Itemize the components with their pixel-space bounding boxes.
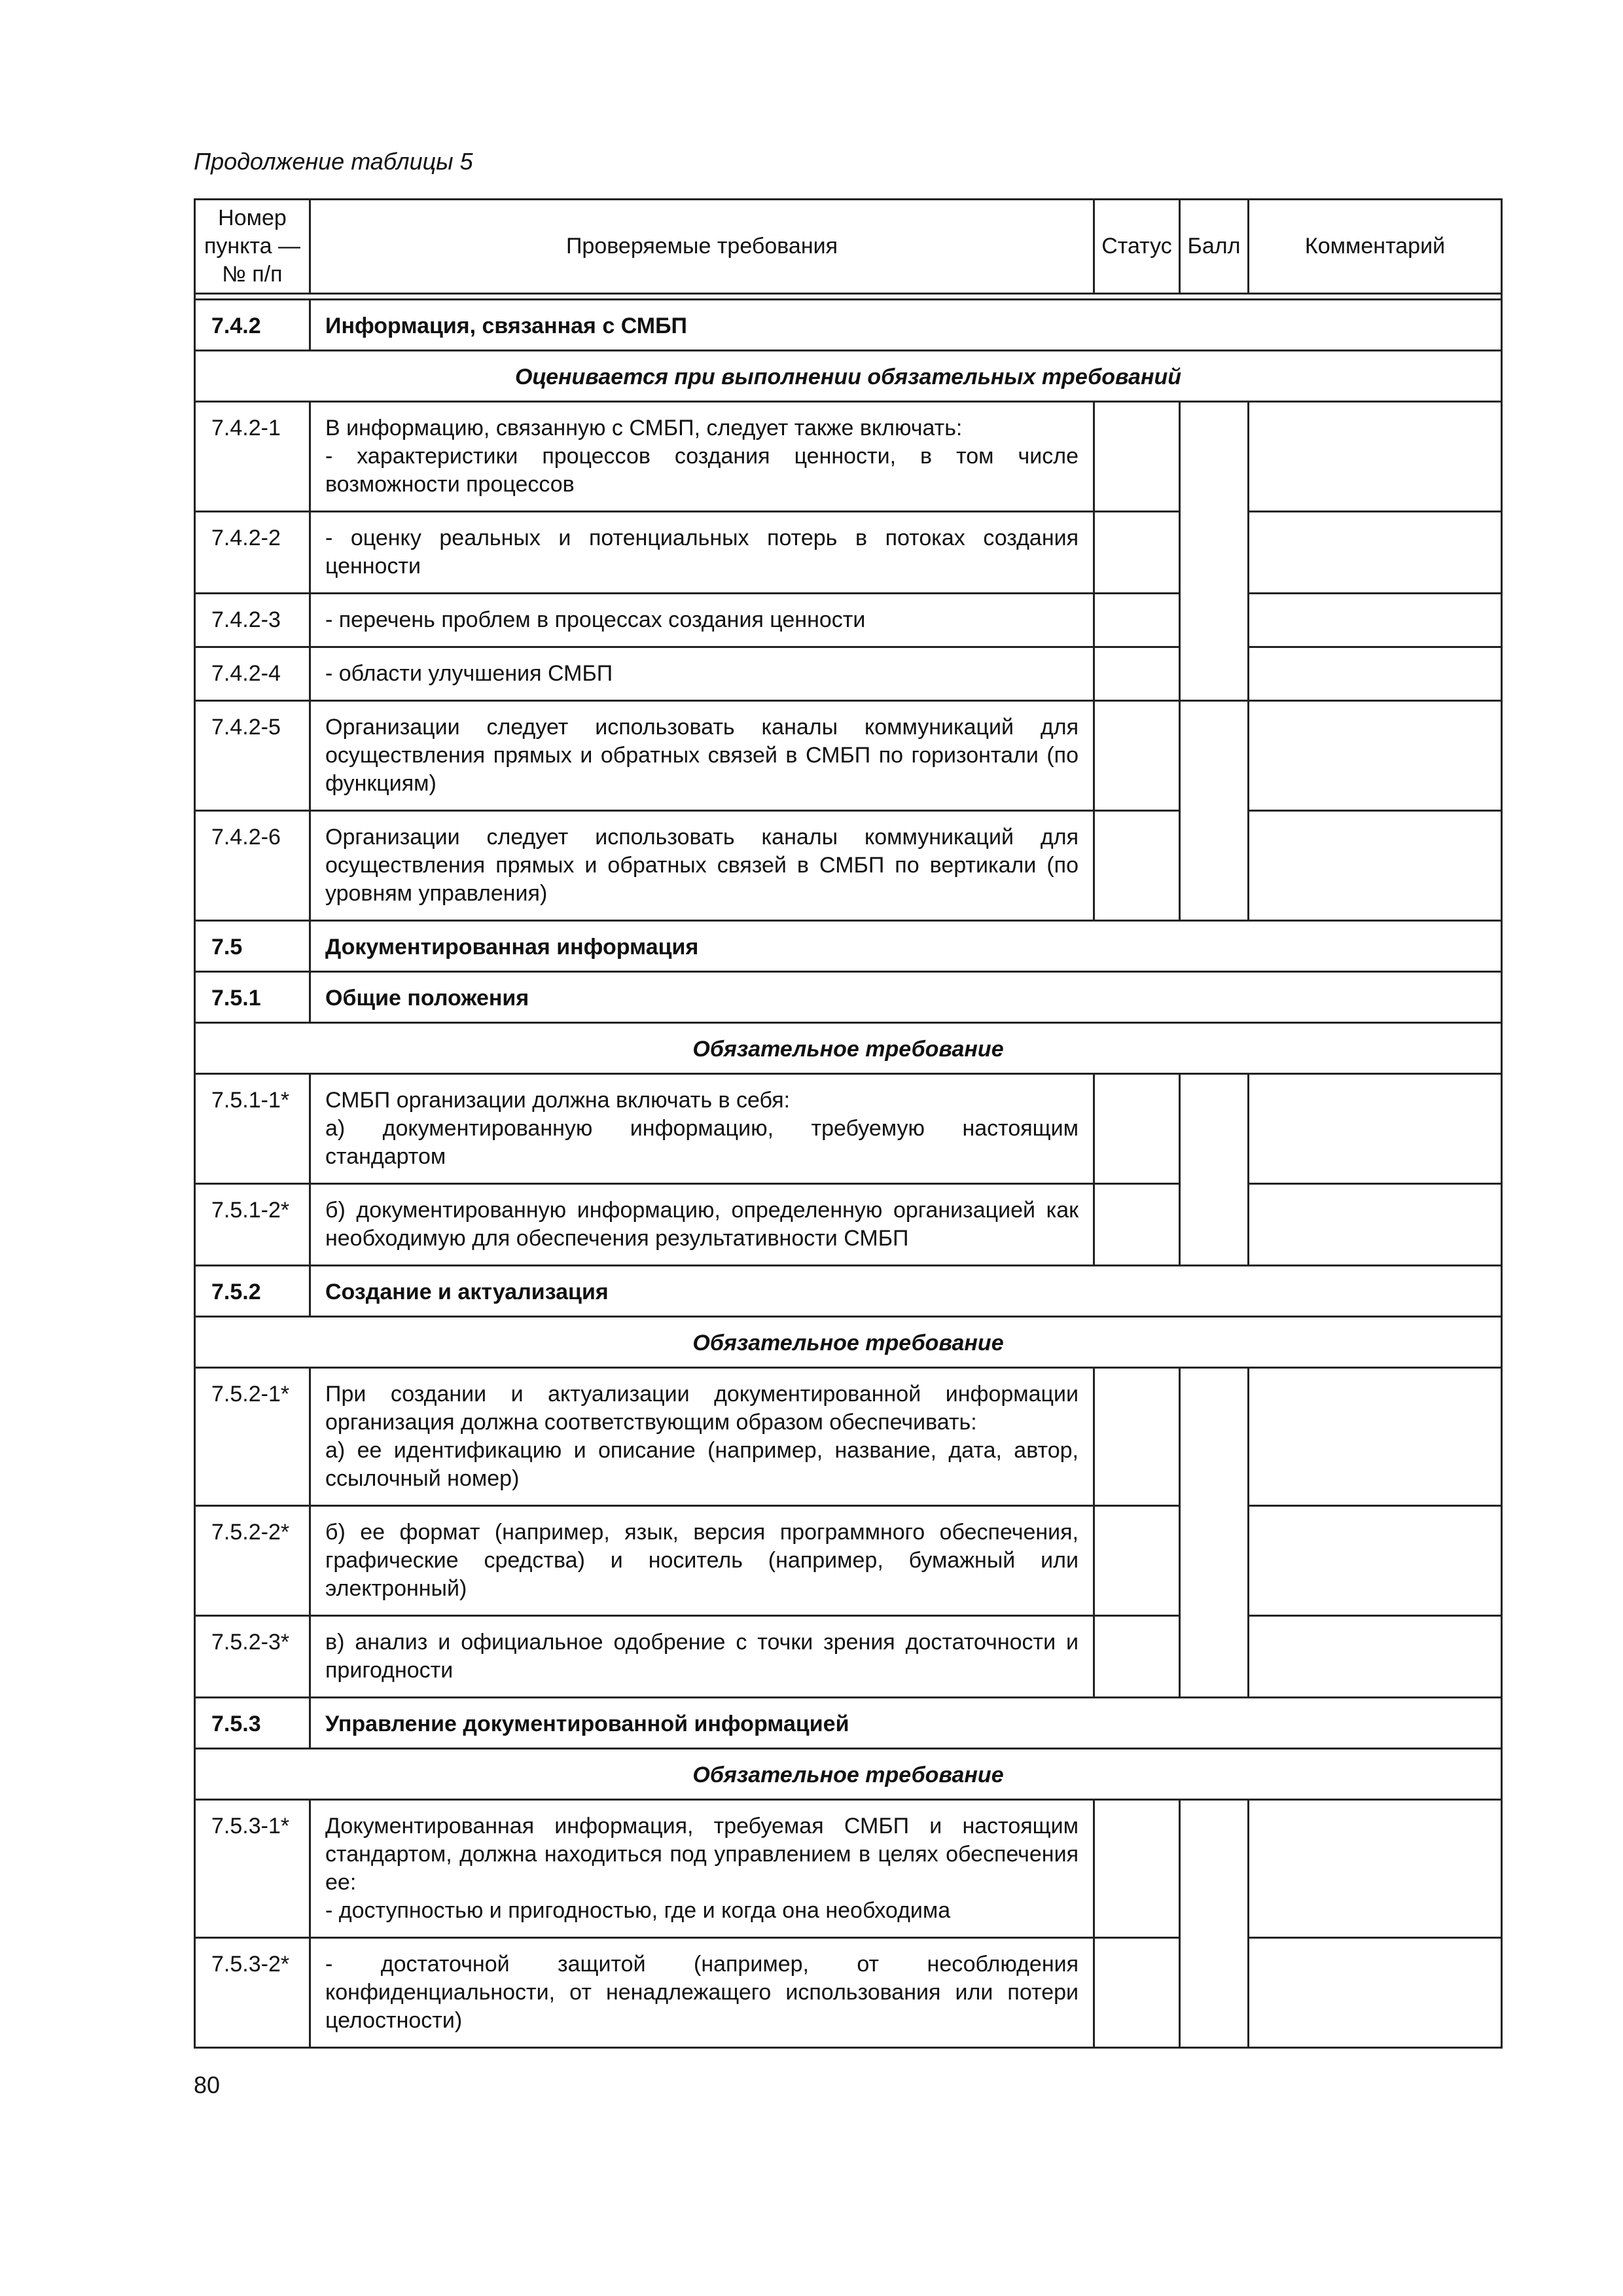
section-row	[195, 921, 1502, 972]
section-row	[195, 972, 1502, 1023]
section-number: 7.5	[195, 921, 310, 972]
requirement-text	[310, 1184, 1094, 1266]
requirement-line: Документированная информация, требуемая СМБП и настоящим стандартом, должна находиться под управлением в целях обеспечения ее:	[325, 1814, 1079, 1895]
section-number: 7.5.2	[195, 1266, 310, 1317]
status-cell[interactable]	[1094, 811, 1180, 921]
comment-cell[interactable]	[1249, 1074, 1502, 1184]
table-header-row	[195, 200, 1502, 294]
table-row	[195, 1506, 1502, 1616]
requirement-text	[310, 512, 1094, 594]
status-cell[interactable]	[1094, 512, 1180, 594]
page-number: 80	[194, 2072, 221, 2098]
status-cell[interactable]	[1094, 1074, 1180, 1184]
comment-cell[interactable]	[1249, 647, 1502, 701]
requirement-text	[310, 1506, 1094, 1616]
status-cell[interactable]	[1094, 701, 1180, 811]
section-row	[195, 1266, 1502, 1317]
requirement-line: - доступностью и пригодностью, где и когда она необходима	[325, 1898, 951, 1923]
requirement-note: Обязательное требование	[195, 1317, 1502, 1368]
table-row	[195, 1184, 1502, 1266]
item-number: 7.4.2-2	[195, 512, 310, 594]
item-number: 7.4.2-3	[195, 594, 310, 647]
table-row	[195, 1074, 1502, 1184]
status-cell[interactable]	[1094, 1938, 1180, 2048]
comment-cell[interactable]	[1249, 1938, 1502, 2048]
status-cell[interactable]	[1094, 647, 1180, 701]
requirement-text	[310, 647, 1094, 701]
comment-cell[interactable]	[1249, 402, 1502, 512]
requirement-note: Обязательное требование	[195, 1749, 1502, 1800]
score-cell[interactable]	[1180, 1074, 1249, 1266]
table-row	[195, 594, 1502, 647]
requirement-line: б) документированную информацию, определенную организацией как необходимую для обеспечения результативности СМБП	[325, 1198, 1079, 1251]
table-row	[195, 402, 1502, 512]
table-row	[195, 701, 1502, 811]
status-cell[interactable]	[1094, 1506, 1180, 1616]
table-caption: Продолжение таблицы 5	[194, 148, 473, 175]
status-cell[interactable]	[1094, 1184, 1180, 1266]
score-cell[interactable]	[1180, 1800, 1249, 2048]
requirement-line: СМБП организации должна включать в себя:	[325, 1088, 791, 1113]
requirements-table	[194, 198, 1503, 2049]
table-row	[195, 512, 1502, 594]
item-number: 7.5.2-2*	[195, 1506, 310, 1616]
comment-cell[interactable]	[1249, 1184, 1502, 1266]
item-number: 7.5.2-3*	[195, 1616, 310, 1698]
requirement-line: Организации следует использовать каналы коммуникаций для осуществления прямых и обратных связей в СМБП по вертикали (по уровням управления)	[325, 825, 1079, 906]
header-score: Балл	[1180, 200, 1249, 294]
table-row	[195, 647, 1502, 701]
requirement-line: а) документированную информацию, требуемую настоящим стандартом	[325, 1116, 1079, 1169]
requirement-note-row	[195, 1317, 1502, 1368]
requirement-line: в) анализ и официальное одобрение с точки зрения достаточности и пригодности	[325, 1630, 1079, 1683]
item-number: 7.4.2-5	[195, 701, 310, 811]
comment-cell[interactable]	[1249, 1506, 1502, 1616]
comment-cell[interactable]	[1249, 1368, 1502, 1506]
table-row	[195, 1800, 1502, 1938]
comment-cell[interactable]	[1249, 1800, 1502, 1938]
section-number: 7.5.3	[195, 1698, 310, 1749]
item-number: 7.4.2-1	[195, 402, 310, 512]
table-row	[195, 811, 1502, 921]
section-title: Создание и актуализация	[310, 1266, 1502, 1317]
score-cell[interactable]	[1180, 402, 1249, 701]
requirement-note-row	[195, 1023, 1502, 1074]
section-row	[195, 300, 1502, 351]
requirement-line: При создании и актуализации документированной информации организация должна соответствующим образом обеспечивать:	[325, 1382, 1079, 1435]
status-cell[interactable]	[1094, 1616, 1180, 1698]
section-row	[195, 1698, 1502, 1749]
requirement-text	[310, 1938, 1094, 2048]
header-requirements: Проверяемые требования	[310, 200, 1094, 294]
requirement-line: - перечень проблем в процессах создания ценности	[325, 607, 866, 632]
section-number: 7.4.2	[195, 300, 310, 351]
comment-cell[interactable]	[1249, 701, 1502, 811]
comment-cell[interactable]	[1249, 811, 1502, 921]
comment-cell[interactable]	[1249, 512, 1502, 594]
requirement-note-row	[195, 1749, 1502, 1800]
requirement-text	[310, 594, 1094, 647]
requirement-text	[310, 1800, 1094, 1938]
requirement-note: Оценивается при выполнении обязательных требований	[195, 351, 1502, 402]
requirement-text	[310, 701, 1094, 811]
section-title: Общие положения	[310, 972, 1502, 1023]
requirement-line: - области улучшения СМБП	[325, 661, 613, 686]
item-number: 7.4.2-4	[195, 647, 310, 701]
table-row	[195, 1368, 1502, 1506]
item-number: 7.5.1-2*	[195, 1184, 310, 1266]
requirement-line: Организации следует использовать каналы коммуникаций для осуществления прямых и обратных связей в СМБП по горизонтали (по функциям)	[325, 715, 1079, 796]
table-body	[195, 294, 1502, 2048]
header-number: Номер пункта — № п/п	[195, 200, 310, 294]
requirement-text	[310, 1368, 1094, 1506]
requirement-text	[310, 402, 1094, 512]
header-status: Статус	[1094, 200, 1180, 294]
section-title: Управление документированной информацией	[310, 1698, 1502, 1749]
section-number: 7.5.1	[195, 972, 310, 1023]
status-cell[interactable]	[1094, 402, 1180, 512]
requirement-line: - характеристики процессов создания ценности, в том числе возможности процессов	[325, 444, 1079, 497]
requirement-note: Обязательное требование	[195, 1023, 1502, 1074]
requirement-line: а) ее идентификацию и описание (например, название, дата, автор, ссылочный номер)	[325, 1438, 1079, 1491]
item-number: 7.5.3-2*	[195, 1938, 310, 2048]
header-gap	[195, 294, 1502, 300]
requirement-line: - достаточной защитой (например, от несоблюдения конфиденциальности, от ненадлежащего использования или потери целостности)	[325, 1952, 1079, 2033]
requirement-note-row	[195, 351, 1502, 402]
item-number: 7.5.1-1*	[195, 1074, 310, 1184]
requirement-line: - оценку реальных и потенциальных потерь в потоках создания ценности	[325, 526, 1079, 579]
status-cell[interactable]	[1094, 594, 1180, 647]
comment-cell[interactable]	[1249, 1616, 1502, 1698]
status-cell[interactable]	[1094, 1800, 1180, 1938]
table-row	[195, 1616, 1502, 1698]
requirement-text	[310, 1616, 1094, 1698]
item-number: 7.4.2-6	[195, 811, 310, 921]
item-number: 7.5.2-1*	[195, 1368, 310, 1506]
comment-cell[interactable]	[1249, 594, 1502, 647]
requirement-text	[310, 811, 1094, 921]
status-cell[interactable]	[1094, 1368, 1180, 1506]
score-cell[interactable]	[1180, 701, 1249, 921]
score-cell[interactable]	[1180, 1368, 1249, 1698]
section-title: Информация, связанная с СМБП	[310, 300, 1502, 351]
requirement-line: В информацию, связанную с СМБП, следует также включать:	[325, 416, 963, 440]
requirement-text	[310, 1074, 1094, 1184]
item-number: 7.5.3-1*	[195, 1800, 310, 1938]
header-comment: Комментарий	[1249, 200, 1502, 294]
table-row	[195, 1938, 1502, 2048]
section-title: Документированная информация	[310, 921, 1502, 972]
requirement-line: б) ее формат (например, язык, версия программного обеспечения, графические средства) и носитель (например, бумажный или электронный)	[325, 1520, 1079, 1601]
